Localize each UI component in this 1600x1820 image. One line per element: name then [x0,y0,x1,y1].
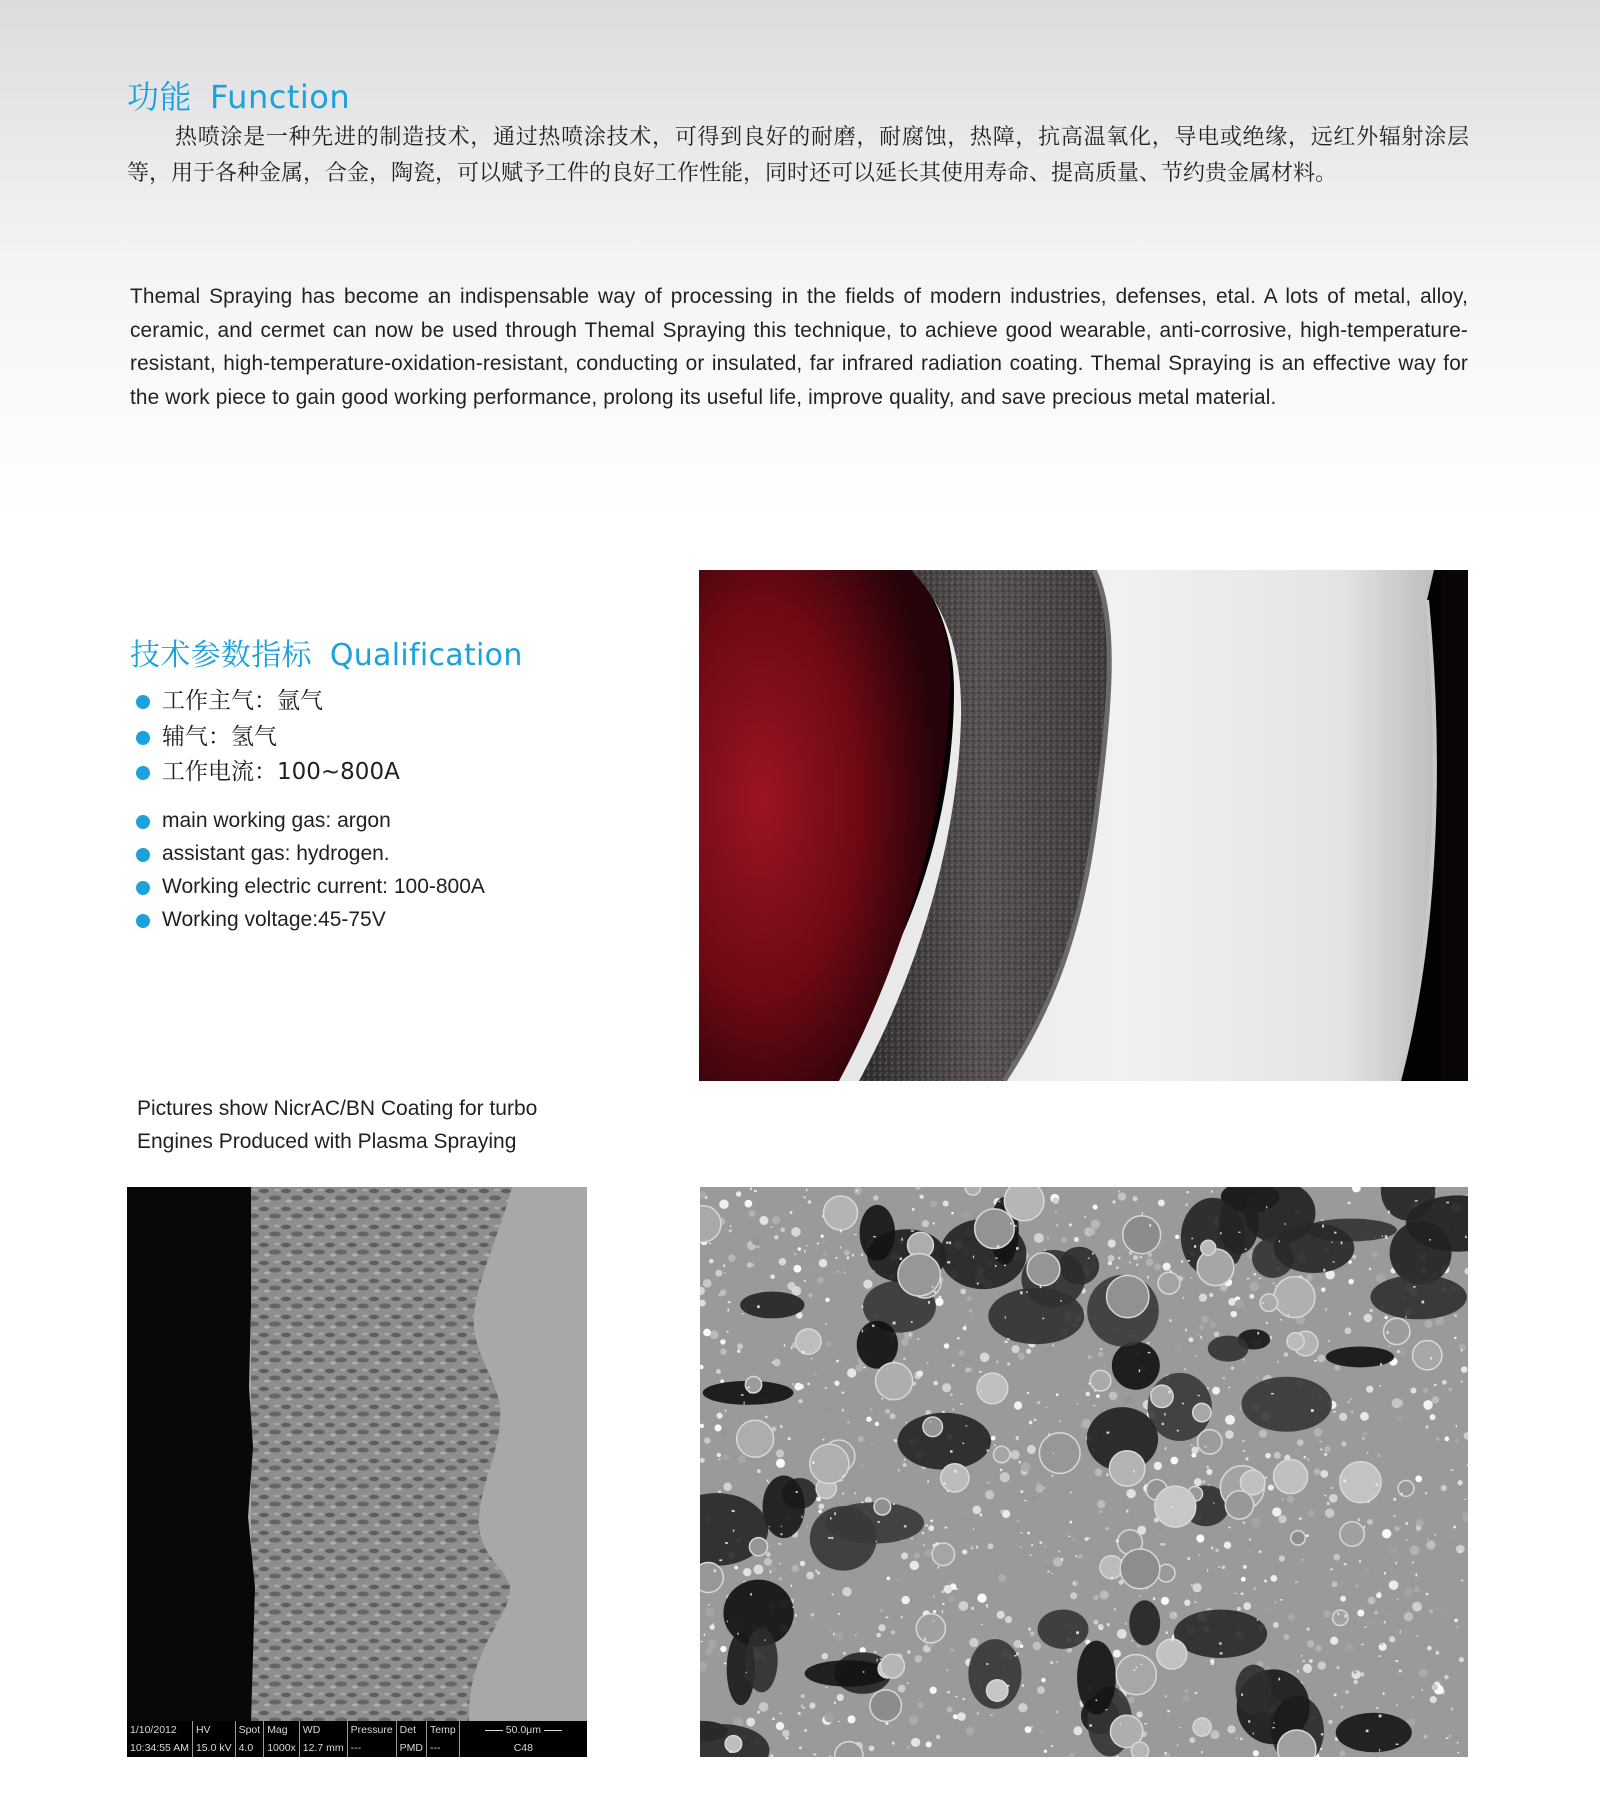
sem-hv-value: 15.0 kV [195,1741,232,1754]
sem-scale-label: 50.0μm [505,1724,541,1737]
sem-det-label: Det [399,1724,417,1737]
qualification-heading-en: Qualification [329,638,523,673]
sem-micrograph [127,1187,587,1757]
sem-spot-label: Spot [238,1724,261,1737]
qualification-list-zh [136,686,400,793]
sem-pressure-label: Pressure [350,1724,393,1737]
qualification-item-zh: 工作电流：100~800A [136,757,400,793]
photo-caption [137,1092,607,1158]
qualification-item-en: main working gas: argon [136,806,485,839]
sem-cross-section-image [127,1187,587,1721]
photo-caption-line: Pictures show NicrAC/BN Coating for turbo [137,1097,538,1120]
sem-wd-label: WD [302,1724,321,1737]
sem-time: 10:34:55 AM [130,1741,189,1754]
sem-scale-bar [485,1723,562,1738]
surface-microstructure-image [700,1187,1468,1757]
sem-mag-value: 1000x [267,1741,296,1754]
qualification-heading-zh: 技术参数指标 [130,638,312,673]
function-heading-zh: 功能 [127,78,193,116]
qualification-item-zh: 辅气：氢气 [136,722,400,758]
qualification-list-en [136,806,485,938]
sem-mag-label: Mag [267,1724,288,1737]
qualification-heading [130,630,523,674]
sem-sample-id: C48 [513,1741,533,1754]
surface-micrograph [700,1187,1468,1757]
qualification-item-zh: 工作主气：氩气 [136,686,400,722]
sem-date: 1/10/2012 [130,1724,177,1737]
qualification-item-en: Working electric current: 100-800A [136,872,485,905]
sem-data-bar [127,1721,587,1757]
sem-temp-value: --- [430,1741,441,1754]
sem-hv-label: HV [195,1724,211,1737]
function-paragraph-zh: 热喷涂是一种先进的制造技术，通过热喷涂技术，可得到良好的耐磨，耐腐蚀，热障，抗高温氧化，导电或绝缘，远红外辐射涂层等，用于各种金属，合金，陶瓷，可以赋予工件的良好工作性能，同时还可以延长其使用寿命、提高质量、节约贵金属材料。 [127,125,1469,186]
function-paragraph-en: Themal Spraying has become an indispensable way of processing in the fields of modern industries, defenses, etal. A lots of metal, alloy, ceramic, and cermet can now be used through Themal Spraying this technique, to achieve good wearable, anti-corrosive, high-temperature-resistant, high-temperature-oxidation-resistant, conducting or insulated, far infrared radiation coating. Themal Spraying is an effective way for the work piece to gain good working performance, prolong its useful life, improve quality, and save precious metal material. [130,285,1468,409]
photo-caption-line: Engines Produced with Plasma Spraying [137,1130,517,1153]
function-heading-en: Function [210,78,351,116]
sem-pressure-value: --- [350,1741,362,1754]
sem-temp-label: Temp [430,1724,456,1737]
coating-ring-image [699,570,1468,1081]
qualification-item-en: Working voltage:45-75V [136,905,485,938]
sem-spot-value: 4.0 [238,1741,254,1754]
qualification-item-en: assistant gas: hydrogen. [136,839,485,872]
sem-det-value: PMD [399,1741,424,1754]
function-heading [127,72,350,118]
coating-ring-photo [699,570,1468,1081]
sem-wd-value: 12.7 mm [302,1741,344,1754]
